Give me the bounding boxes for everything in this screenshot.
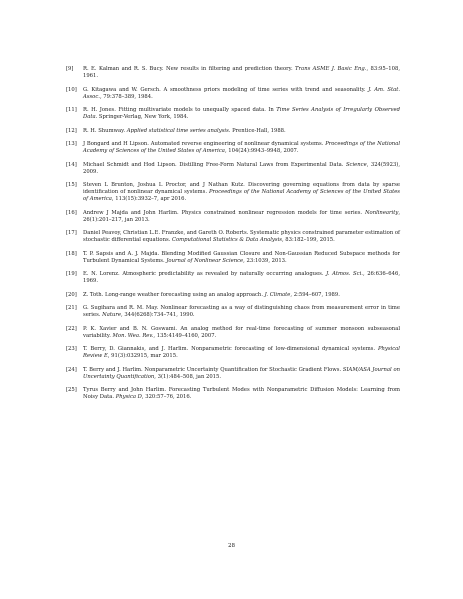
reference-authors-title: T. Berry, D. Giannakis, and J. Harlim. Nonparametric forecasting of low-dimensional dynamical systems. — [83, 346, 378, 352]
reference-number: [10] — [66, 86, 77, 93]
page-number: 28 — [228, 543, 235, 549]
reference-authors-title: Andrew J Majda and John Harlim. Physics constrained nonlinear regression models for time series. — [83, 209, 365, 216]
reference-number: [15] — [66, 182, 77, 188]
reference-item — [66, 346, 400, 360]
reference-authors-title: R. H. Shumway. — [83, 127, 127, 134]
reference-details: , 113(15):3932–7, apr 2016. — [111, 196, 187, 202]
reference-number: [12] — [66, 127, 77, 134]
reference-item — [66, 107, 400, 121]
reference-authors-title: R. H. Jones. Fitting multivariate models to unequally spaced data. In — [83, 107, 277, 113]
reference-authors-title: Daniel Peavoy, Christian L.E. Franzke, and Gareth O. Roberts. Systematic physics constrained parameter estimation of stochastic differential equations. — [83, 230, 400, 243]
reference-details: . Prentice-Hall, 1988. — [228, 127, 286, 134]
reference-text — [83, 87, 400, 101]
reference-number: [9] — [66, 66, 74, 72]
reference-number: [16] — [66, 209, 77, 216]
reference-text — [83, 182, 400, 203]
reference-text — [83, 162, 400, 176]
reference-item — [66, 230, 400, 244]
reference-number: [21] — [66, 305, 77, 311]
reference-text — [83, 271, 400, 285]
reference-details: , 3(1):484–508, jan 2015. — [154, 373, 222, 380]
reference-details: , 83:182–199, 2015. — [281, 237, 335, 243]
reference-number: [19] — [66, 271, 77, 277]
reference-item — [66, 271, 400, 285]
reference-text — [83, 107, 400, 121]
reference-item — [66, 251, 400, 265]
reference-venue: Mon. Wea. Rev. — [112, 332, 154, 339]
reference-details: , 26:636–646, 1969. — [83, 271, 401, 284]
reference-venue: Time Series Analysis of Irregularly Observed Data — [83, 107, 400, 120]
reference-details: . Springer-Verlag, New York, 1984. — [95, 114, 189, 120]
reference-authors-title: Z. Toth. Long-range weather forecasting using an analog approach. — [83, 291, 265, 298]
reference-details: , 320:57–76, 2016. — [141, 394, 192, 400]
reference-number: [17] — [66, 230, 77, 236]
reference-authors-title: J Bongard and H Lipson. Automated reverse engineering of nonlinear dynamical systems. — [83, 141, 326, 147]
reference-item — [66, 305, 400, 319]
reference-venue: J. Am. Stat. Assoc. — [83, 86, 400, 100]
reference-text — [83, 230, 400, 244]
reference-text — [83, 210, 400, 224]
reference-venue: Trans ASME J. Basic Eng. — [295, 66, 367, 72]
reference-details: , 2:594–607, 1989. — [290, 291, 340, 298]
reference-number: [11] — [66, 107, 77, 113]
reference-text — [83, 326, 400, 340]
reference-number: [20] — [66, 291, 77, 298]
reference-venue: Journal of Nonlinear Science — [166, 257, 244, 264]
reference-text — [83, 66, 400, 80]
reference-details: , 83:95–108, 1961. — [83, 66, 400, 79]
reference-text — [83, 141, 400, 155]
reference-authors-title: G. Kitagawa and W. Gersch. A smoothness priors modeling of time series with trend and seasonality. — [83, 86, 369, 93]
reference-details: , 324(5923), 2009. — [83, 161, 401, 175]
reference-venue: Applied statistical time series analysis — [126, 127, 229, 134]
reference-text — [83, 305, 400, 319]
reference-number: [23] — [66, 346, 77, 352]
reference-details: , 104(24):9943–9948, 2007. — [224, 148, 299, 154]
reference-details: , 135:4149–4160, 2007. — [153, 332, 217, 339]
reference-text — [83, 128, 400, 135]
reference-details: , 91(3):032915, mar 2015. — [107, 353, 178, 359]
reference-venue: Computational Statistics & Data Analysis — [172, 237, 282, 243]
reference-authors-title: R. E. Kalman and R. S. Bucy. New results in filtering and prediction theory. — [83, 66, 296, 72]
reference-number: [25] — [66, 387, 77, 393]
reference-venue: Proceedings of the National Academy of Sciences of the United States of America — [83, 141, 400, 154]
reference-number: [13] — [66, 141, 77, 147]
reference-text — [83, 251, 400, 265]
reference-venue: Proceedings of the National Academy of Sciences of the United States of America — [83, 189, 400, 202]
reference-number: [14] — [66, 161, 77, 168]
reference-authors-title: T. Berry and J. Harlim. Nonparametric Uncertainty Quantification for Stochastic Gradient Flows. — [83, 366, 343, 373]
reference-item — [66, 162, 400, 176]
reference-item — [66, 182, 400, 203]
reference-venue: SIAM/ASA Journal on Uncertainty Quantification — [83, 366, 400, 380]
reference-venue: Science — [345, 161, 367, 168]
reference-authors-title: G. Sugihara and R. M. May. Nonlinear forecasting as a way of distinguishing chaos from measurement error in time series. — [83, 305, 400, 318]
reference-details: , 26(1):201–217, jan 2013. — [83, 209, 400, 223]
reference-details: , 23:1039, 2013. — [243, 257, 287, 264]
reference-item — [66, 326, 400, 340]
reference-venue: J. Atmos. Sci. — [326, 271, 363, 277]
reference-details: , 79:378–389, 1984. — [99, 93, 153, 100]
reference-number: [24] — [66, 366, 77, 373]
reference-details: , 344(6268):734–741, 1990. — [120, 312, 195, 318]
reference-list — [66, 66, 400, 408]
reference-text — [83, 346, 400, 360]
reference-authors-title: Steven L Brunton, Joshua L Proctor, and J Nathan Kutz. Discovering governing equations from data by sparse identification of nonlinear dynamical systems. — [83, 182, 400, 195]
reference-item — [66, 128, 400, 135]
reference-number: [18] — [66, 250, 77, 257]
reference-authors-title: Tyrus Berry and John Harlim. Forecasting Turbulent Modes with Nonparametric Diffusion Models: Learning from Noisy Data. — [83, 387, 400, 400]
reference-text — [83, 367, 400, 381]
reference-item — [66, 87, 400, 101]
reference-venue: J. Climate — [264, 291, 291, 298]
reference-authors-title: P. K. Xavier and B. N. Goswami. An analog method for real-time forecasting of summer monsoon subseasonal variability. — [83, 325, 400, 339]
reference-venue: Physical Review E — [83, 346, 400, 359]
reference-authors-title: T. P. Sapsis and A. J. Majda. Blending Modified Gaussian Closure and Non-Gaussian Reduced Subspace methods for Turbulent Dynamical Systems. — [83, 250, 400, 264]
reference-item — [66, 292, 400, 299]
reference-item — [66, 66, 400, 80]
reference-text — [83, 292, 400, 299]
reference-authors-title: E. N. Lorenz. Atmospheric predictability as revealed by naturally occurring analogues. — [83, 271, 327, 277]
reference-item — [66, 210, 400, 224]
reference-text — [83, 387, 400, 401]
reference-item — [66, 387, 400, 401]
reference-number: [22] — [66, 325, 77, 332]
reference-venue: Nonlinearity — [364, 209, 399, 216]
reference-item — [66, 367, 400, 381]
reference-venue: Physica D — [115, 394, 142, 400]
reference-venue: Nature — [102, 312, 121, 318]
reference-item — [66, 141, 400, 155]
reference-authors-title: Michael Schmidt and Hod Lipson. Distilling Free-Form Natural Laws from Experimental Data. — [83, 161, 346, 168]
